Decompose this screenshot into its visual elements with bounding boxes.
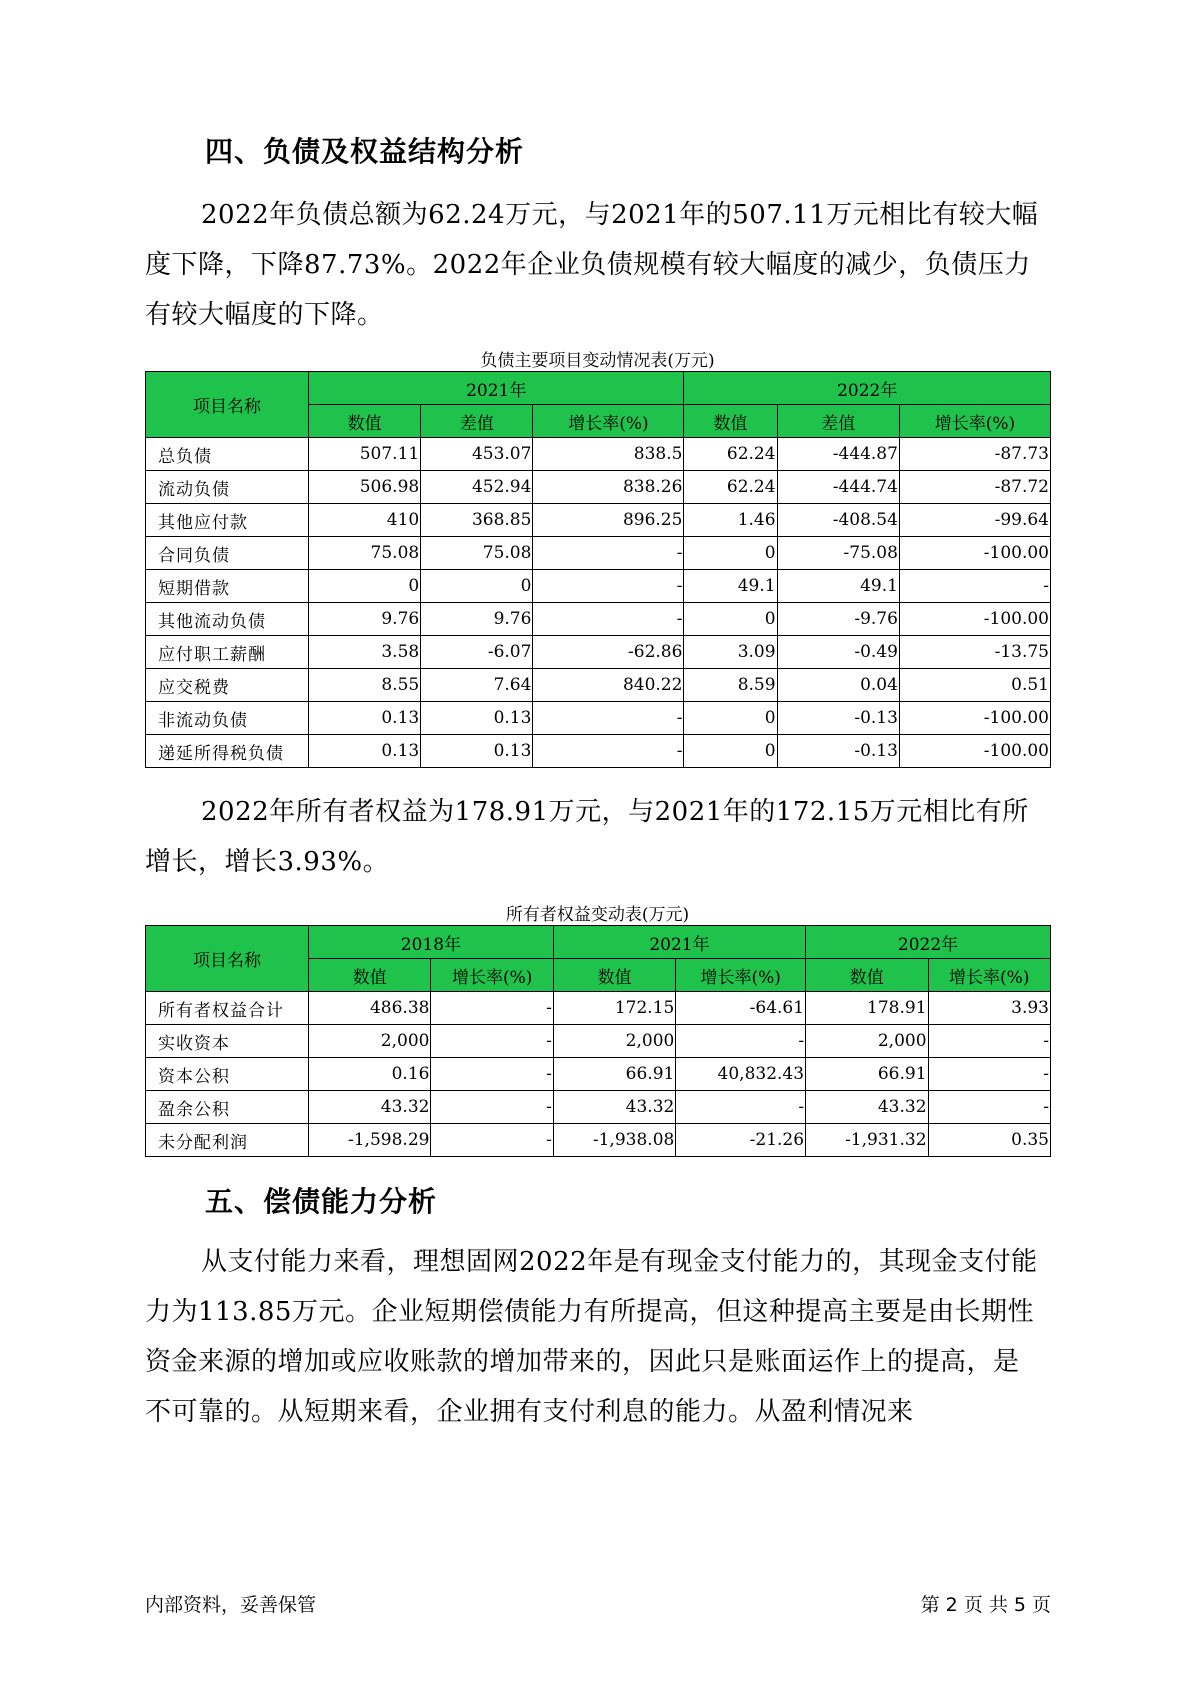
- table-cell: 2,000: [553, 1025, 675, 1058]
- solvency-paragraph: 从支付能力来看，理想固网2022年是有现金支付能力的，其现金支付能力为113.85万元。企业短期偿债能力有所提高，但这种提高主要是由长期性资金来源的增加或应收账款的增加带来的，因此只是账面运作上的提高，是不可靠的。从短期来看，企业拥有支付利息的能力。从盈利情况来: [145, 1247, 1038, 1427]
- table-cell: 453.07: [421, 438, 533, 471]
- table-cell: 0.13: [421, 702, 533, 735]
- table-cell: 62.24: [684, 471, 777, 504]
- table-cell: 838.5: [533, 438, 684, 471]
- table-cell: -: [431, 992, 553, 1025]
- table-cell: 0.04: [777, 669, 899, 702]
- table-cell: -: [431, 1091, 553, 1124]
- table-cell: -: [676, 1025, 806, 1058]
- table-cell: -: [928, 1058, 1050, 1091]
- table-cell: 838.26: [533, 471, 684, 504]
- table-cell: 75.08: [421, 537, 533, 570]
- table-cell: 0.51: [899, 669, 1050, 702]
- table-cell: 0: [684, 702, 777, 735]
- table-row: [146, 636, 1051, 669]
- row-label: 未分配利润: [146, 1124, 309, 1157]
- table-cell: -: [928, 1025, 1050, 1058]
- table-cell: -: [676, 1091, 806, 1124]
- footer-confidential-note: 内部资料，妥善保管: [145, 1594, 317, 1616]
- table-cell: -0.13: [777, 735, 899, 768]
- table-cell: -87.73: [899, 438, 1050, 471]
- table-cell: -1,938.08: [553, 1124, 675, 1157]
- table-cell: 0.35: [928, 1124, 1050, 1157]
- row-label: 流动负债: [146, 471, 309, 504]
- row-label: 递延所得税负债: [146, 735, 309, 768]
- table-cell: -: [533, 735, 684, 768]
- table-row: [146, 537, 1051, 570]
- table-cell: 7.64: [421, 669, 533, 702]
- table-cell: 8.55: [309, 669, 421, 702]
- table-cell: -9.76: [777, 603, 899, 636]
- table-cell: -100.00: [899, 537, 1050, 570]
- table-cell: -100.00: [899, 702, 1050, 735]
- table-row: [146, 992, 1051, 1025]
- table-subheader: 数值: [309, 959, 431, 992]
- row-label: 应交税费: [146, 669, 309, 702]
- table-cell: -1,598.29: [309, 1124, 431, 1157]
- row-label: 短期借款: [146, 570, 309, 603]
- row-label: 实收资本: [146, 1025, 309, 1058]
- table-cell: 66.91: [806, 1058, 928, 1091]
- table-cell: -100.00: [899, 603, 1050, 636]
- table-cell: -: [533, 702, 684, 735]
- table-row: [146, 438, 1051, 471]
- table-cell: 0.13: [309, 702, 421, 735]
- table-cell: -64.61: [676, 992, 806, 1025]
- table-cell: 0: [684, 603, 777, 636]
- liabilities-table: [145, 371, 1051, 768]
- table-cell: -0.13: [777, 702, 899, 735]
- table-cell: 368.85: [421, 504, 533, 537]
- table-subheader: 增长率(%): [928, 959, 1050, 992]
- row-label: 非流动负债: [146, 702, 309, 735]
- table-cell: 75.08: [309, 537, 421, 570]
- table-header-name: 项目名称: [146, 372, 309, 438]
- table-cell: 172.15: [553, 992, 675, 1025]
- table-cell: 0.13: [309, 735, 421, 768]
- table-cell: 410: [309, 504, 421, 537]
- table-cell: -13.75: [899, 636, 1050, 669]
- table-cell: 49.1: [777, 570, 899, 603]
- row-label: 所有者权益合计: [146, 992, 309, 1025]
- table-cell: -: [928, 1091, 1050, 1124]
- liabilities-table-caption: 负债主要项目变动情况表(万元): [480, 351, 715, 371]
- table-cell: -: [431, 1124, 553, 1157]
- table-cell: 0: [684, 735, 777, 768]
- row-label: 资本公积: [146, 1058, 309, 1091]
- table-cell: -87.72: [899, 471, 1050, 504]
- table-cell: 0.16: [309, 1058, 431, 1091]
- table-cell: -: [431, 1058, 553, 1091]
- table-cell: -: [431, 1025, 553, 1058]
- table-row: [146, 1124, 1051, 1157]
- table-header-name: 项目名称: [146, 926, 309, 992]
- table-cell: 9.76: [421, 603, 533, 636]
- table-cell: 452.94: [421, 471, 533, 504]
- table-cell: 40,832.43: [676, 1058, 806, 1091]
- table-cell: -408.54: [777, 504, 899, 537]
- table-cell: 0: [421, 570, 533, 603]
- table-cell: -75.08: [777, 537, 899, 570]
- table-cell: 43.32: [309, 1091, 431, 1124]
- table-subheader: 差值: [421, 405, 533, 438]
- table-row: [146, 1091, 1051, 1124]
- table-cell: -444.87: [777, 438, 899, 471]
- table-cell: -: [533, 537, 684, 570]
- table-subheader: 差值: [777, 405, 899, 438]
- table-cell: 0: [684, 537, 777, 570]
- section-heading-liabilities: 四、负债及权益结构分析: [205, 135, 525, 168]
- table-header-year: 2022年: [684, 372, 1051, 405]
- table-cell: -62.86: [533, 636, 684, 669]
- row-label: 其他流动负债: [146, 603, 309, 636]
- table-header-year: 2022年: [806, 926, 1051, 959]
- table-cell: 506.98: [309, 471, 421, 504]
- table-cell: -444.74: [777, 471, 899, 504]
- table-cell: -: [533, 570, 684, 603]
- table-subheader: 数值: [553, 959, 675, 992]
- table-cell: 896.25: [533, 504, 684, 537]
- table-cell: 49.1: [684, 570, 777, 603]
- row-label: 合同负债: [146, 537, 309, 570]
- table-cell: 507.11: [309, 438, 421, 471]
- table-subheader: 增长率(%): [676, 959, 806, 992]
- table-row: [146, 1025, 1051, 1058]
- table-row: [146, 1058, 1051, 1091]
- table-cell: -99.64: [899, 504, 1050, 537]
- liabilities-paragraph: 2022年负债总额为62.24万元，与2021年的507.11万元相比有较大幅度下降，下降87.73%。2022年企业负债规模有较大幅度的减少，负债压力有较大幅度的下降。: [145, 200, 1039, 330]
- table-row: [146, 735, 1051, 768]
- table-header-year: 2021年: [309, 372, 684, 405]
- table-subheader: 增长率(%): [431, 959, 553, 992]
- table-cell: 43.32: [553, 1091, 675, 1124]
- equity-table-caption: 所有者权益变动表(万元): [505, 905, 690, 925]
- table-cell: 840.22: [533, 669, 684, 702]
- table-row: [146, 669, 1051, 702]
- table-row: [146, 471, 1051, 504]
- table-cell: 486.38: [309, 992, 431, 1025]
- table-cell: -: [899, 570, 1050, 603]
- table-cell: 1.46: [684, 504, 777, 537]
- table-cell: 66.91: [553, 1058, 675, 1091]
- table-cell: 8.59: [684, 669, 777, 702]
- table-cell: 0: [309, 570, 421, 603]
- table-cell: 9.76: [309, 603, 421, 636]
- table-row: [146, 570, 1051, 603]
- table-subheader: 数值: [309, 405, 421, 438]
- table-cell: 43.32: [806, 1091, 928, 1124]
- table-cell: 0.13: [421, 735, 533, 768]
- equity-table: [145, 925, 1051, 1157]
- table-cell: 2,000: [806, 1025, 928, 1058]
- table-cell: 178.91: [806, 992, 928, 1025]
- table-cell: 62.24: [684, 438, 777, 471]
- equity-paragraph: 2022年所有者权益为178.91万元，与2021年的172.15万元相比有所增长，增长3.93%。: [145, 797, 1029, 877]
- section-heading-solvency: 五、偿债能力分析: [205, 1185, 438, 1218]
- row-label: 应付职工薪酬: [146, 636, 309, 669]
- table-subheader: 数值: [806, 959, 928, 992]
- table-header-year: 2018年: [309, 926, 554, 959]
- row-label: 总负债: [146, 438, 309, 471]
- table-row: [146, 504, 1051, 537]
- table-row: [146, 702, 1051, 735]
- table-cell: -1,931.32: [806, 1124, 928, 1157]
- table-cell: 3.58: [309, 636, 421, 669]
- row-label: 其他应付款: [146, 504, 309, 537]
- table-cell: -0.49: [777, 636, 899, 669]
- table-subheader: 数值: [684, 405, 777, 438]
- row-label: 盈余公积: [146, 1091, 309, 1124]
- table-subheader: 增长率(%): [899, 405, 1050, 438]
- table-cell: -6.07: [421, 636, 533, 669]
- table-cell: -21.26: [676, 1124, 806, 1157]
- table-cell: 3.93: [928, 992, 1050, 1025]
- footer-page-number: 第 2 页 共 5 页: [920, 1594, 1051, 1616]
- table-cell: -100.00: [899, 735, 1050, 768]
- table-cell: -: [533, 603, 684, 636]
- table-subheader: 增长率(%): [533, 405, 684, 438]
- table-cell: 2,000: [309, 1025, 431, 1058]
- table-header-year: 2021年: [553, 926, 805, 959]
- table-row: [146, 603, 1051, 636]
- table-cell: 3.09: [684, 636, 777, 669]
